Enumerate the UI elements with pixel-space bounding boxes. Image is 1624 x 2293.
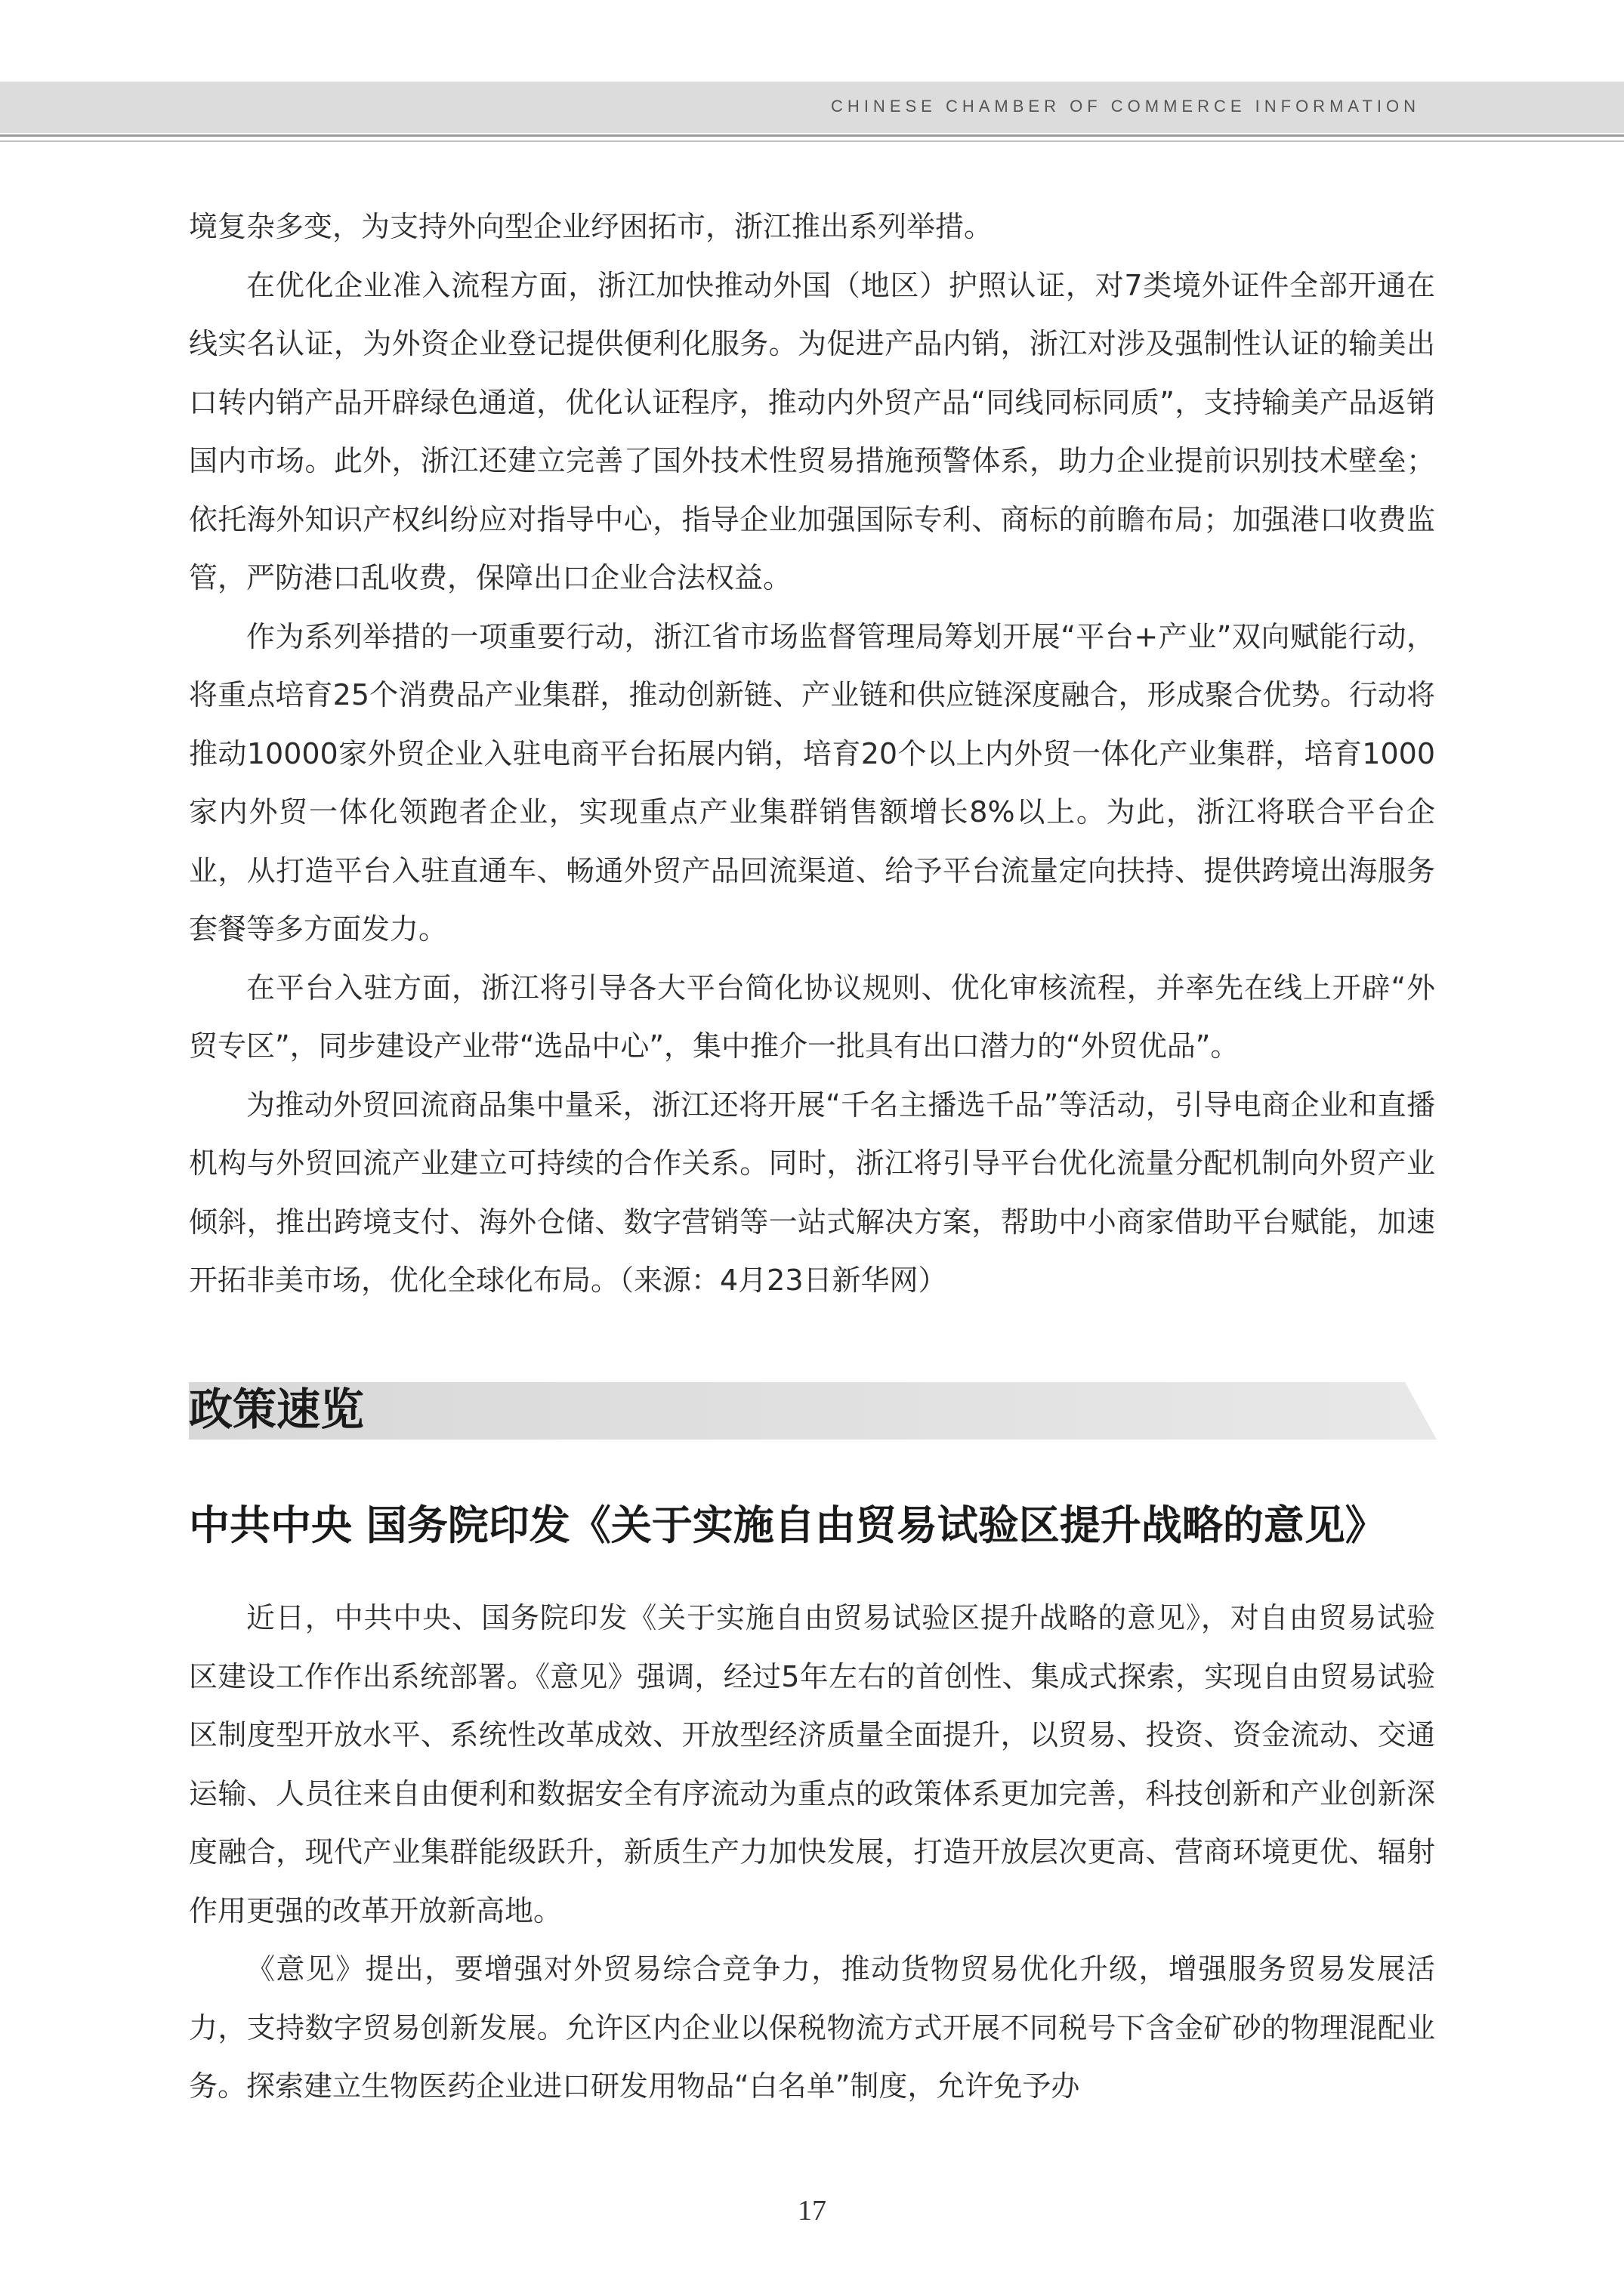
header-rule: [0, 134, 1624, 137]
article-title: 中共中央 国务院印发《关于实施自由贸易试验区提升战略的意见》: [189, 1501, 1386, 1549]
paragraph: 在优化企业准入流程方面，浙江加快推动外国（地区）护照认证，对7类境外证件全部开通在线实名认证，为外资企业登记提供便利化服务。为促进产品内销，浙江对涉及强制性认证的输美出口转内销产品开辟绿色通道，优化认证程序，推动内外贸产品“同线同标同质”，支持输美产品返销国内市场。此外，浙江还建立完善了国外技术性贸易措施预警体系，助力企业提前识别技术壁垒；依托海外知识产权纠纷应对指导中心，指导企业加强国际专利、商标的前瞻布局；加强港口收费监管，严防港口乱收费，保障出口企业合法权益。: [189, 268, 1435, 594]
paragraph: 《意见》提出，要增强对外贸易综合竞争力，推动货物贸易优化升级，增强服务贸易发展活力，支持数字贸易创新发展。允许区内企业以保税物流方式开展不同税号下含金矿砂的物理混配业务。探索建立生物医药企业进口研发用物品“白名单”制度，允许免予办: [189, 1952, 1435, 2103]
section-title: 政策速览: [189, 1384, 365, 1435]
paragraph: 为推动外贸回流商品集中量采，浙江还将开展“千名主播选千品”等活动，引导电商企业和直播机构与外贸回流产业建立可持续的合作关系。同时，浙江将引导平台优化流量分配机制向外贸产业倾斜，推出跨境支付、海外仓储、数字营销等一站式解决方案，帮助中小商家借助平台赋能，加速开拓非美市场，优化全球化布局。（来源：4月23日新华网）: [189, 1088, 1435, 1297]
paragraph: 近日，中共中央、国务院印发《关于实施自由贸易试验区提升战略的意见》，对自由贸易试验区建设工作作出系统部署。《意见》强调，经过5年左右的首创性、集成式探索，实现自由贸易试验区制度型开放水平、系统性改革成效、开放型经济质量全面提升，以贸易、投资、资金流动、交通运输、人员往来自由便利和数据安全有序流动为重点的政策体系更加完善，科技创新和产业创新深度融合，现代产业集群能级跃升，新质生产力加快发展，打造开放层次更高、营商环境更优、辐射作用更强的改革开放新高地。: [189, 1601, 1435, 1927]
header-rule-secondary: [0, 140, 1624, 142]
top-article-body: [189, 198, 1435, 1310]
section-banner: [189, 1382, 1437, 1440]
running-header: CHINESE CHAMBER OF COMMERCE INFORMATION: [831, 97, 1420, 116]
paragraph: 作为系列举措的一项重要行动，浙江省市场监督管理局筹划开展“平台+产业”双向赋能行动，将重点培育25个消费品产业集群，推动创新链、产业链和供应链深度融合，形成聚合优势。行动将推动10000家外贸企业入驻电商平台拓展内销，培育20个以上内外贸一体化产业集群，培育1000家内外贸一体化领跑者企业，实现重点产业集群销售额增长8%以上。为此，浙江将联合平台企业，从打造平台入驻直通车、畅通外贸产品回流渠道、给予平台流量定向扶持、提供跨境出海服务套餐等多方面发力。: [189, 619, 1435, 946]
paragraph: 在平台入驻方面，浙江将引导各大平台简化协议规则、优化审核流程，并率先在线上开辟“外贸专区”，同步建设产业带“选品中心”，集中推介一批具有出口潜力的“外贸优品”。: [189, 971, 1435, 1063]
article-body: [189, 1589, 1435, 2116]
paragraph: 境复杂多变，为支持外向型企业纾困拓市，浙江推出系列举措。: [189, 210, 993, 243]
page-number: 17: [798, 2195, 826, 2227]
